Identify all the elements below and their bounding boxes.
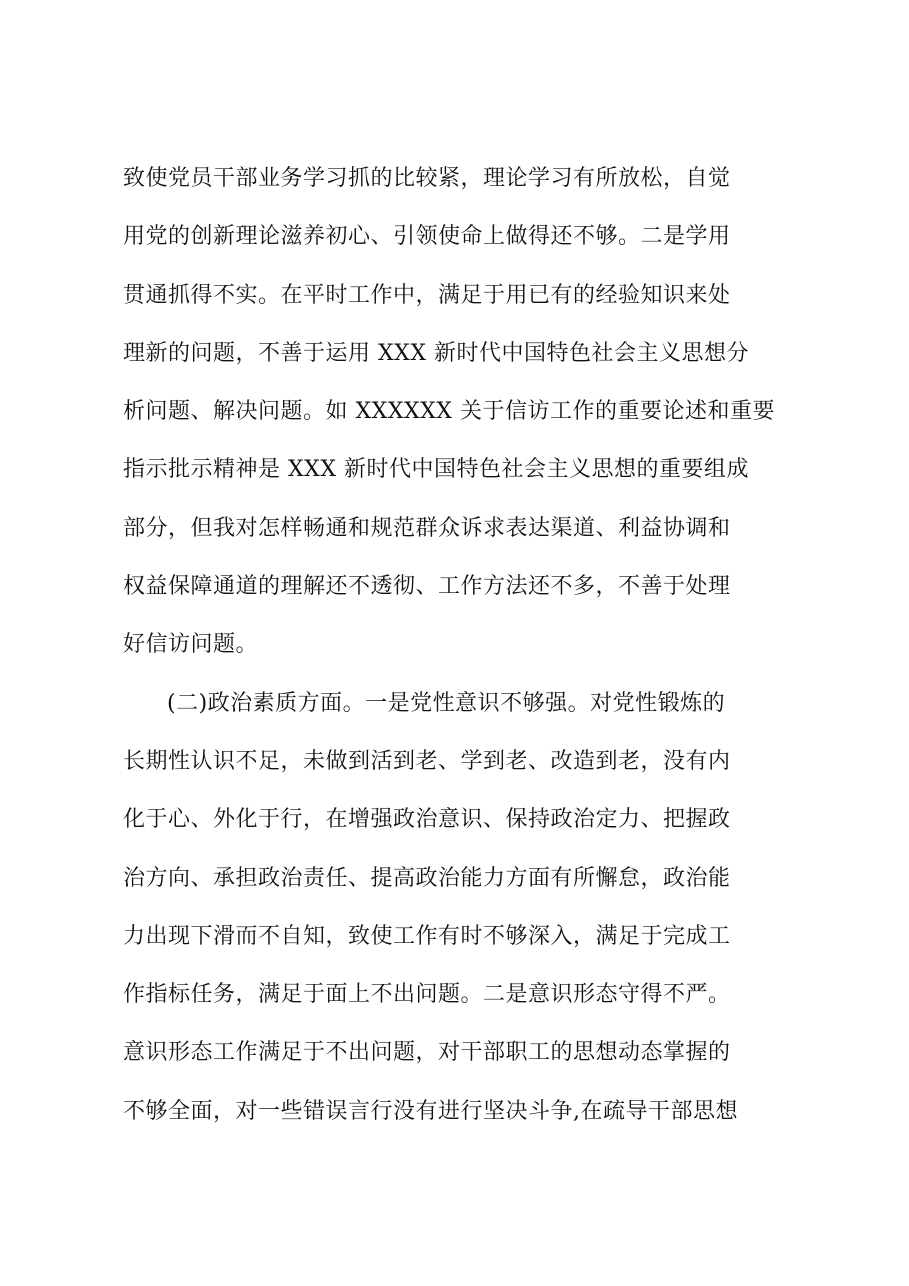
text-line: 意识形态工作满足于不出问题，对干部职工的思想动态掌握的 <box>123 1040 731 1066</box>
text-line: 力出现下滑而不自知，致使工作有时不够深入，满足于完成工 <box>123 923 731 949</box>
paragraph-1 <box>123 150 803 675</box>
text-line: 作指标任务，满足于面上不出问题。二是意识形态守得不严。 <box>123 982 731 1008</box>
text-line: 不够全面，对一些错误言行没有进行坚决斗争,在疏导干部思想 <box>123 1098 738 1124</box>
paragraph-2 <box>123 675 803 1141</box>
text-line-indented: (二)政治素质方面。一是党性意识不够强。对党性锻炼的 <box>167 690 726 716</box>
text-line: 治方向、承担政治责任、提高政治能力方面有所懈怠，政治能 <box>123 865 731 891</box>
text-line: 析问题、解决问题。如 XXXXXX 关于信访工作的重要论述和重要 <box>123 399 775 425</box>
text-line: 理新的问题，不善于运用 XXX 新时代中国特色社会主义思想分 <box>123 340 749 366</box>
text-line: 部分，但我对怎样畅通和规范群众诉求表达渠道、利益协调和 <box>123 515 731 541</box>
text-line: 指示批示精神是 XXX 新时代中国特色社会主义思想的重要组成 <box>123 457 749 483</box>
document-body <box>123 150 803 1141</box>
text-line: 化于心、外化于行，在增强政治意识、保持政治定力、把握政 <box>123 807 731 833</box>
text-line: 权益保障通道的理解还不透彻、工作方法还不多，不善于处理 <box>123 574 731 600</box>
text-line: 长期性认识不足，未做到活到老、学到老、改造到老，没有内 <box>123 748 731 774</box>
text-line: 好信访问题。 <box>123 632 259 658</box>
text-line: 用党的创新理论滋养初心、引领使命上做得还不够。二是学用 <box>123 224 731 250</box>
text-line: 致使党员干部业务学习抓的比较紧，理论学习有所放松，自觉 <box>123 166 731 191</box>
text-line: 贯通抓得不实。在平时工作中，满足于用已有的经验知识来处 <box>123 282 731 308</box>
